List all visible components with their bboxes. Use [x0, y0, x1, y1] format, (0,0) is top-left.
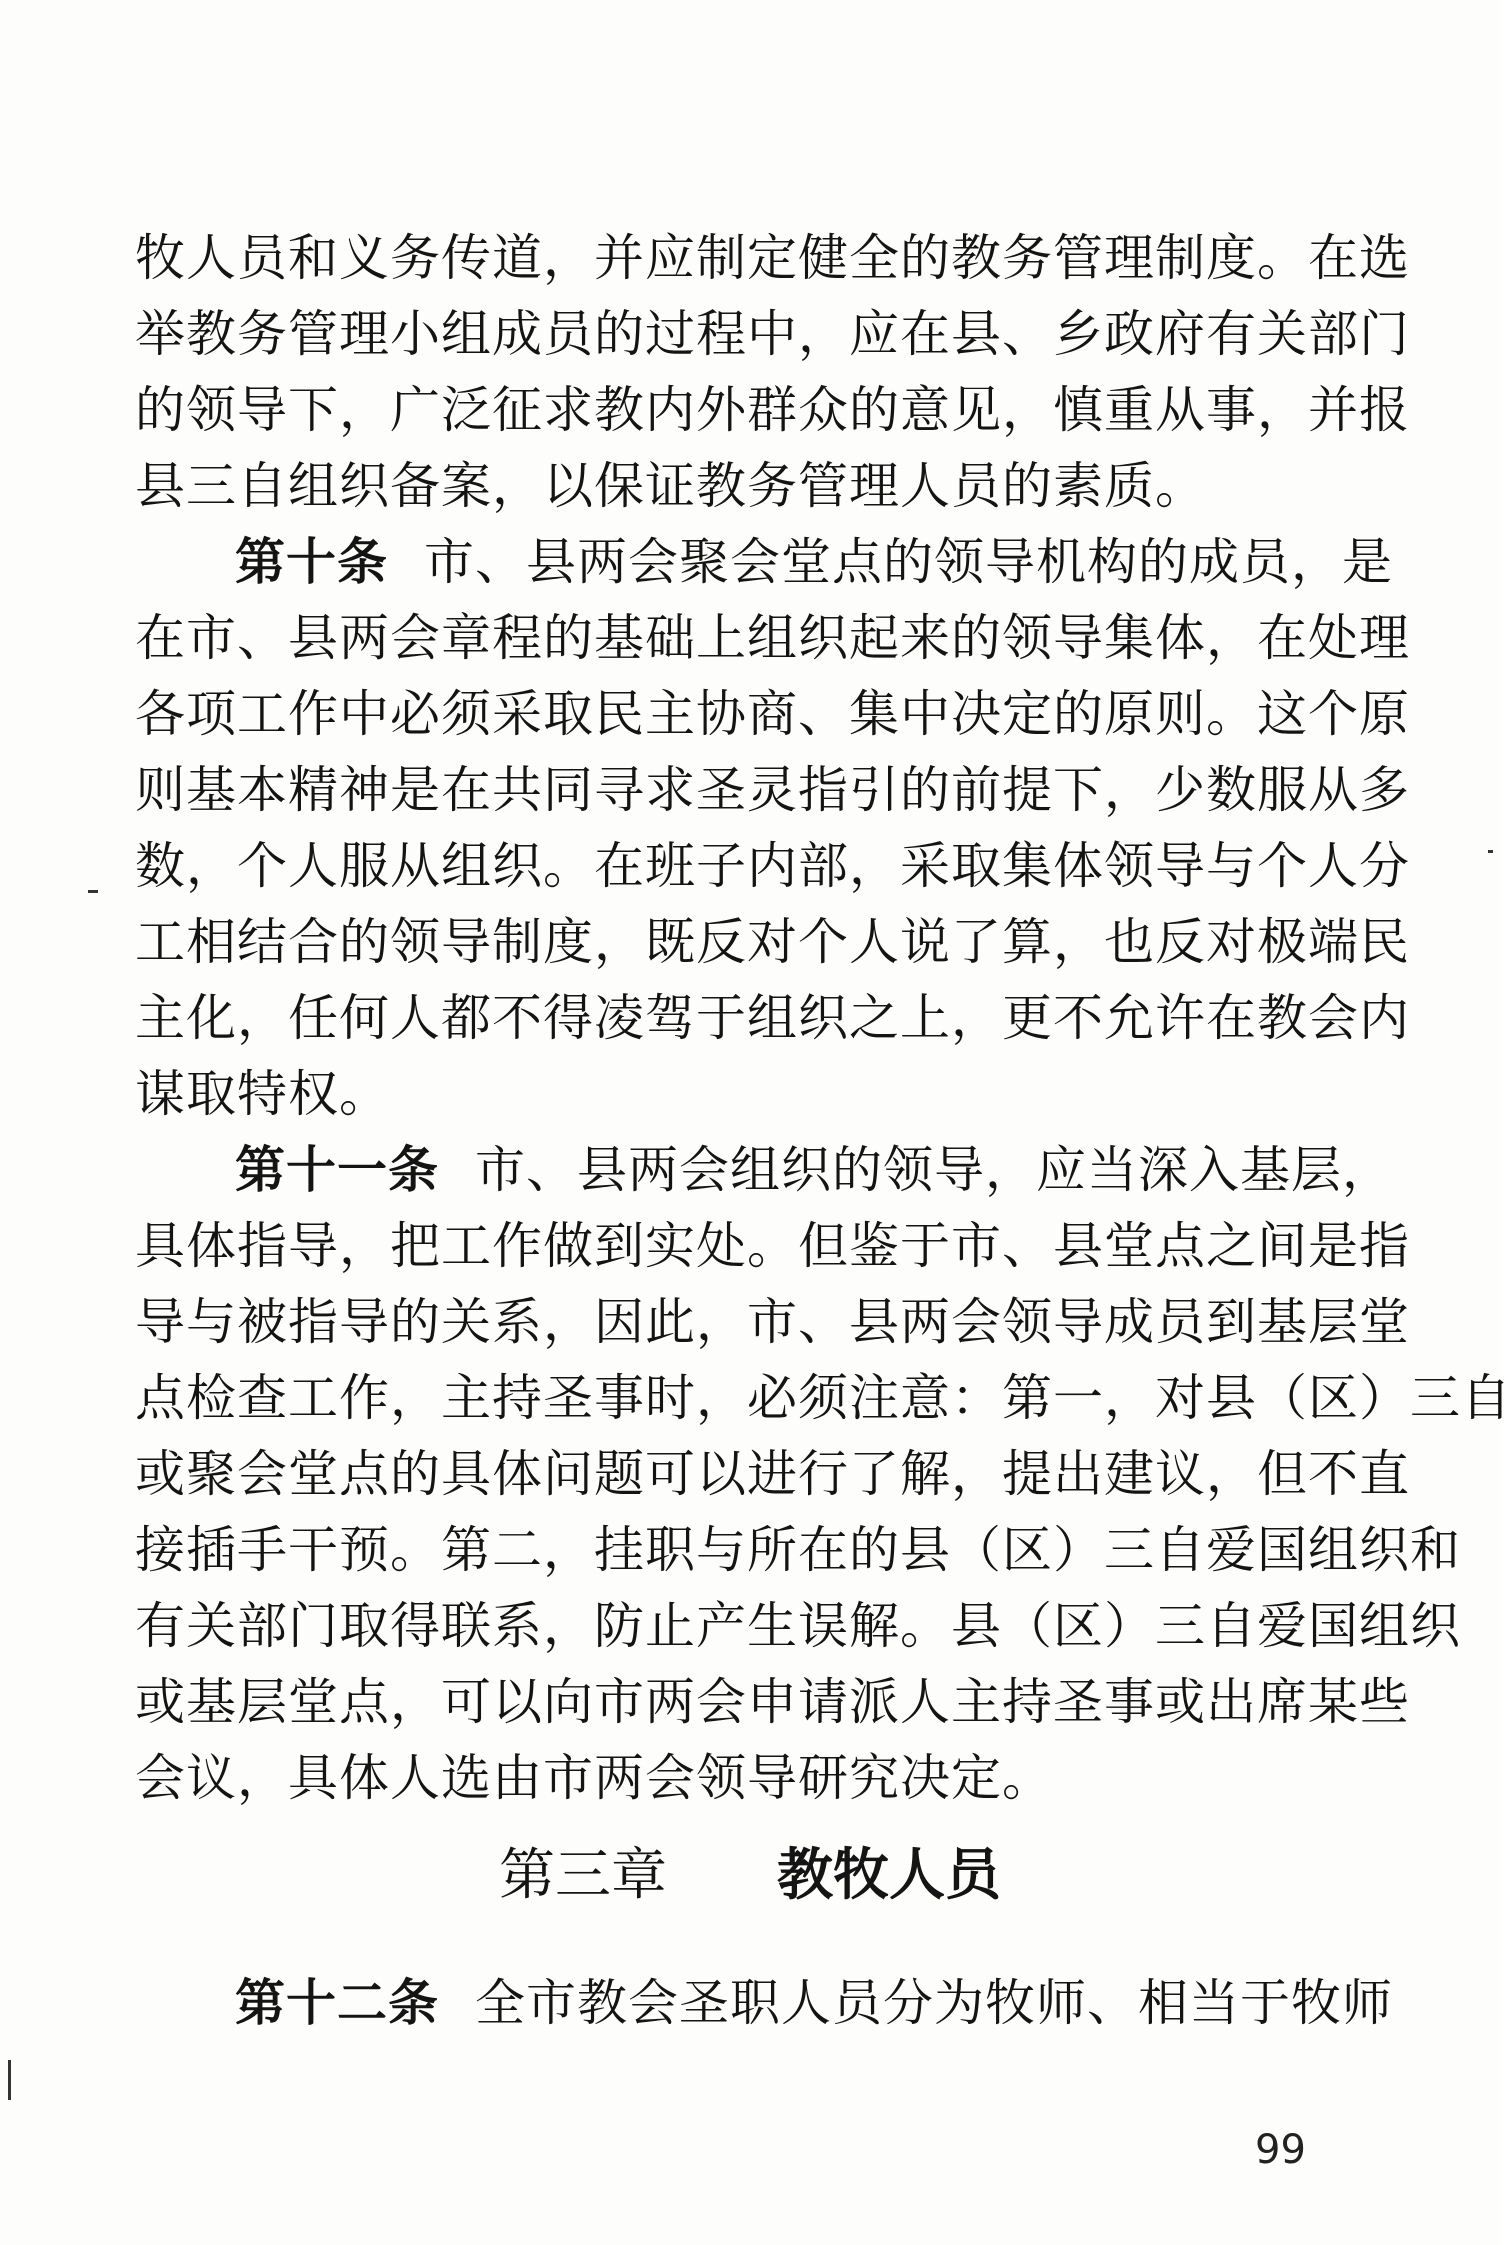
scan-speck: [1488, 850, 1493, 853]
text-line: 具体指导，把工作做到实处。但鉴于市、县堂点之间是指: [135, 1217, 1410, 1275]
text-line: 点检查工作，主持圣事时，必须注意：第一，对县（区）三自: [135, 1369, 1512, 1427]
body-text: [135, 220, 1512, 1816]
article-12: [135, 1965, 1393, 2041]
text-line: 数，个人服从组织。在班子内部，采取集体领导与个人分: [135, 837, 1410, 895]
chapter-number: 第三章: [499, 1843, 667, 1908]
article-10-title: 第十条: [235, 532, 388, 591]
article-10-first-line: [135, 524, 1393, 600]
article-10-text: 市、县两会聚会堂点的领导机构的成员，是: [424, 533, 1393, 591]
text-line: 举教务管理小组成员的过程中，应在县、乡政府有关部门: [135, 305, 1410, 363]
text-line: 或聚会堂点的具体问题可以进行了解，提出建议，但不直: [135, 1445, 1410, 1503]
scan-speck: [8, 2060, 11, 2100]
text-line: 谋取特权。: [135, 1065, 390, 1123]
article-12-first-line: [135, 1965, 1393, 2041]
text-line: 导与被指导的关系，因此，市、县两会领导成员到基层堂: [135, 1293, 1410, 1351]
text-line: 有关部门取得联系，防止产生误解。县（区）三自爱国组织: [135, 1597, 1461, 1655]
article-11-title: 第十一条: [235, 1140, 439, 1199]
text-line: 或基层堂点，可以向市两会申请派人主持圣事或出席某些: [135, 1673, 1410, 1731]
article-11-text: 市、县两会组织的领导，应当深入基层，: [475, 1141, 1393, 1199]
article-12-title: 第十二条: [235, 1973, 439, 2032]
article-12-text: 全市教会圣职人员分为牧师、相当于牧师: [475, 1974, 1393, 2032]
text-line: 接插手干预。第二，挂职与所在的县（区）三自爱国组织和: [135, 1521, 1461, 1579]
text-line: 会议，具体人选由市两会领导研究决定。: [135, 1749, 1053, 1807]
page-number: 99: [1255, 2127, 1306, 2173]
text-line: 在市、县两会章程的基础上组织起来的领导集体，在处理: [135, 609, 1410, 667]
article-11-first-line: [135, 1132, 1393, 1208]
chapter-name: 教牧人员: [777, 1842, 1001, 1908]
scan-speck: [88, 890, 98, 893]
text-line: 的领导下，广泛征求教内外群众的意见，慎重从事，并报: [135, 381, 1410, 439]
text-line: 则基本精神是在共同寻求圣灵指引的前提下，少数服从多: [135, 761, 1410, 819]
text-line: 县三自组织备案，以保证教务管理人员的素质。: [135, 457, 1206, 515]
chapter-heading: [0, 1830, 1500, 1920]
text-line: 牧人员和义务传道，并应制定健全的教务管理制度。在选: [135, 229, 1410, 287]
text-line: 各项工作中必须采取民主协商、集中决定的原则。这个原: [135, 685, 1410, 743]
text-line: 工相结合的领导制度，既反对个人说了算，也反对极端民: [135, 913, 1410, 971]
text-line: 主化，任何人都不得凌驾于组织之上，更不允许在教会内: [135, 989, 1410, 1047]
